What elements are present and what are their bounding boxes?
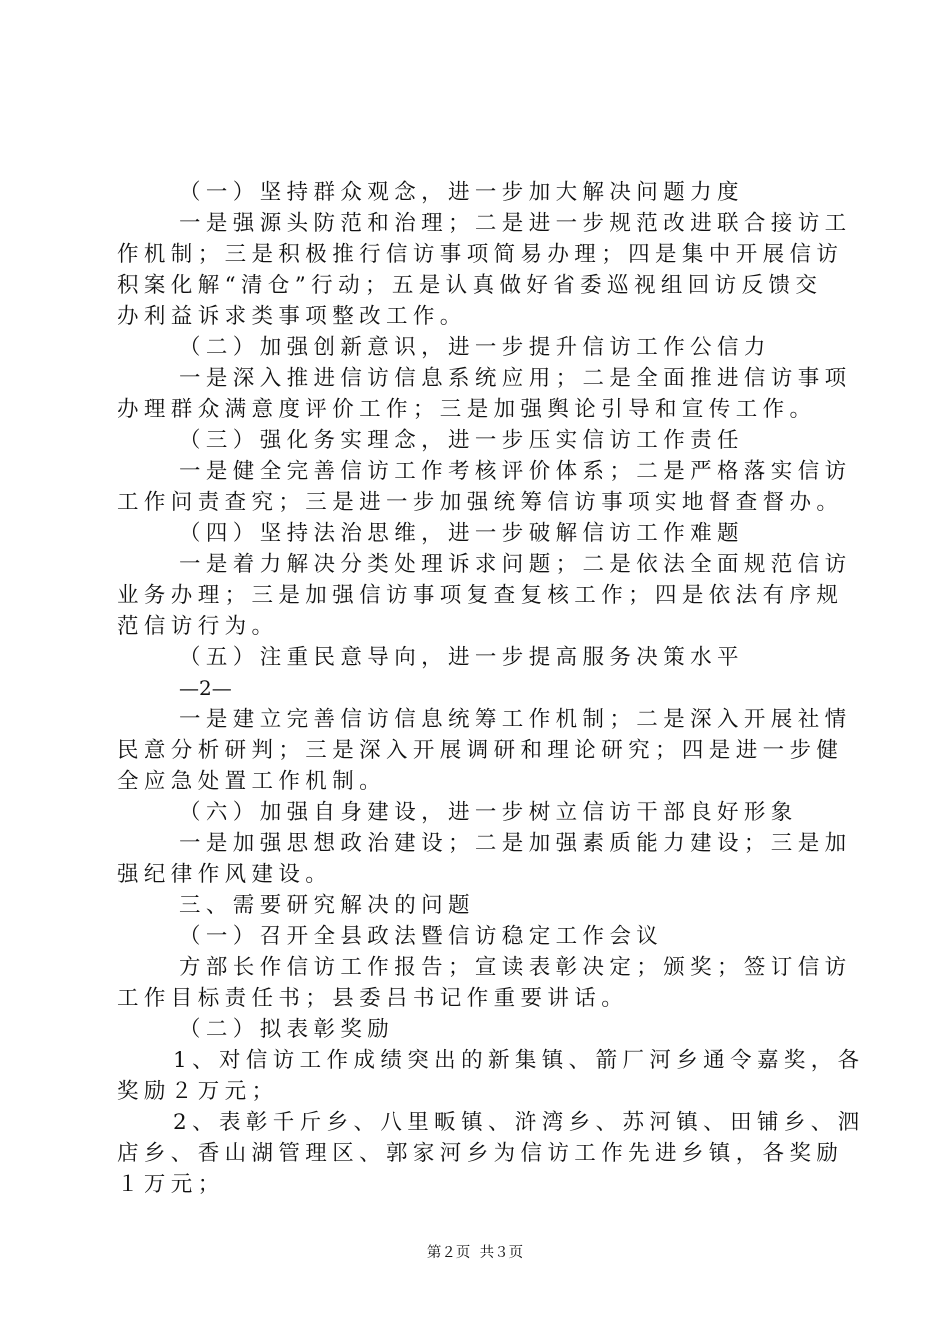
paragraph-line: 店乡、香山湖管理区、郭家河乡为信访工作先进乡镇，各奖励	[117, 1141, 844, 1166]
document-body	[117, 177, 865, 1200]
paragraph-line: 全应急处置工作机制。	[117, 769, 387, 794]
page-footer	[0, 1241, 950, 1262]
paragraph-line: 奖励２万元；	[117, 1079, 279, 1104]
paragraph-line: 工作问责查究；三是进一步加强统筹信访事项实地督查督办。	[117, 490, 844, 515]
section-heading: （二）加强创新意识，进一步提升信访工作公信力	[179, 335, 771, 360]
paragraph-line: 方部长作信访工作报告；宣读表彰决定；颁奖；签订信访	[179, 955, 852, 980]
paragraph-line: 2、表彰千斤乡、八里畈镇、浒湾乡、苏河镇、田铺乡、泗	[173, 1110, 865, 1135]
paragraph-line: 积案化解“清仓”行动；五是认真做好省委巡视组回访反馈交	[117, 273, 823, 298]
page-number-label: 第２页 共３页	[426, 1245, 524, 1261]
paragraph-line: 工作目标责任书；县委吕书记作重要讲话。	[117, 986, 629, 1011]
section-heading: （一）坚持群众观念，进一步加大解决问题力度	[179, 180, 744, 205]
inline-page-number: —2—	[179, 676, 232, 700]
paragraph-line: 一是深入推进信访信息系统应用；二是全面推进信访事项	[179, 366, 852, 391]
section-heading: （三）强化务实理念，进一步压实信访工作责任	[179, 428, 744, 453]
paragraph-line: 1、对信访工作成绩突出的新集镇、箭厂河乡通令嘉奖，各	[173, 1048, 865, 1073]
paragraph-line: 办利益诉求类事项整改工作。	[117, 304, 467, 329]
section-heading: （二）拟表彰奖励	[179, 1017, 395, 1042]
paragraph-line: 办理群众满意度评价工作；三是加强舆论引导和宣传工作。	[117, 397, 817, 422]
paragraph-line: 一是加强思想政治建设；二是加强素质能力建设；三是加	[179, 831, 852, 856]
paragraph-line: 一是健全完善信访工作考核评价体系；二是严格落实信访	[179, 459, 852, 484]
paragraph-line: 一是着力解决分类处理诉求问题；二是依法全面规范信访	[179, 552, 852, 577]
paragraph-line: 作机制；三是积极推行信访事项简易办理；四是集中开展信访	[117, 242, 844, 267]
section-heading: （四）坚持法治思维，进一步破解信访工作难题	[179, 521, 744, 546]
section-heading: （一）召开全县政法暨信访稳定工作会议	[179, 924, 664, 949]
section-heading: 三、需要研究解决的问题	[179, 893, 475, 918]
paragraph-line: 民意分析研判；三是深入开展调研和理论研究；四是进一步健	[117, 738, 844, 763]
paragraph-line: １万元；	[117, 1172, 225, 1197]
section-heading: （五）注重民意导向，进一步提高服务决策水平	[179, 645, 744, 670]
section-heading: （六）加强自身建设，进一步树立信访干部良好形象	[179, 800, 798, 825]
paragraph-line: 一是强源头防范和治理；二是进一步规范改进联合接访工	[179, 211, 852, 236]
paragraph-line: 强纪律作风建设。	[117, 862, 333, 887]
paragraph-line: 范信访行为。	[117, 614, 279, 639]
paragraph-line: 业务办理；三是加强信访事项复查复核工作；四是依法有序规	[117, 583, 844, 608]
paragraph-line: 一是建立完善信访信息统筹工作机制；二是深入开展社情	[179, 707, 852, 732]
